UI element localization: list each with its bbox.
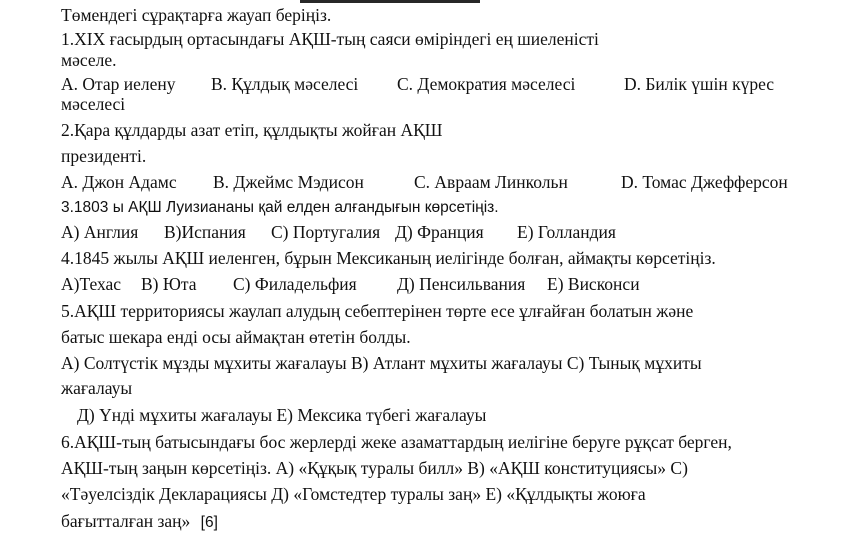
q4-option-a[interactable]: А)Техас	[61, 274, 122, 294]
cutoff-header-fragment	[300, 0, 480, 3]
instruction: Төмендегі сұрақтарға жауап беріңіз.	[61, 5, 332, 25]
question-5-text: 5.АҚШ территориясы жаулап алудың себептерінен төрте есе ұлғайған болатын және	[61, 301, 694, 321]
q4-option-c[interactable]: С) Филадельфия	[233, 274, 357, 294]
q3-option-b[interactable]: В)Испания	[164, 222, 246, 242]
question-4-text: 4.1845 жылы АҚШ иеленген, бұрын Мексиканың иелігінде болған, аймақты көрсетіңіз.	[61, 248, 716, 268]
q3-option-c[interactable]: С) Португалия	[271, 222, 381, 242]
question-6-text-options-1[interactable]: АҚШ-тың заңын көрсетіңіз. А) «Құқық туралы билл» В) «АҚШ конституциясы» С)	[61, 458, 688, 478]
q4-option-b[interactable]: В) Юта	[141, 274, 197, 294]
q1-option-d[interactable]: D. Билік үшін күрес	[624, 74, 775, 94]
q4-option-d[interactable]: Д) Пенсильвания	[397, 274, 526, 294]
question-6-options-3	[61, 511, 218, 533]
q1-option-a[interactable]: A. Отар иелену	[61, 74, 176, 94]
question-5-text-cont: батыс шекара енді осы аймақтан өтетін болды.	[61, 327, 411, 347]
question-1-text: 1.XIX ғасырдың ортасындағы АҚШ-тың саяси өміріндегі ең шиеленісті	[61, 29, 599, 49]
question-2-text-cont: президенті.	[61, 146, 147, 166]
question-5-options-line-3[interactable]: Д) Үнді мұхиты жағалауы Е) Мексика түбегі жағалауы	[77, 405, 487, 425]
q1-option-c[interactable]: C. Демократия мәселесі	[397, 74, 576, 94]
question-1-text-cont: мәселе.	[61, 50, 117, 70]
question-1-option-d-cont: мәселесі	[61, 94, 126, 114]
question-5-options-line-1[interactable]: А) Солтүстік мұзды мұхиты жағалауы В) Атлант мұхиты жағалауы С) Тынық мұхиты	[61, 353, 702, 373]
question-6-mark: [6]	[200, 514, 218, 531]
question-6-options-2[interactable]: «Тәуелсіздік Декларациясы Д) «Гомстедтер туралы заң» Е) «Құлдықты жоюға	[61, 484, 646, 504]
question-3-text: 3.1803 ы АҚШ Луизиананы қай елден алғандығын көрсетіңіз.	[61, 199, 499, 216]
q2-option-a[interactable]: A. Джон Адамс	[61, 172, 177, 192]
question-6-text: 6.АҚШ-тың батысындағы бос жерлерді жеке азаматтардың иелігіне беруге рұқсат берген,	[61, 432, 732, 452]
q6-option-e-cont[interactable]: бағытталған заң»	[61, 511, 191, 531]
q2-option-c[interactable]: C. Авраам Линкольн	[414, 172, 568, 192]
q1-option-b[interactable]: B. Құлдық мәселесі	[211, 74, 359, 94]
question-2-text: 2.Қара құлдарды азат етіп, құлдықты жойған АҚШ	[61, 120, 443, 140]
q3-option-d[interactable]: Д) Франция	[395, 222, 484, 242]
q3-option-a[interactable]: А) Англия	[61, 222, 139, 242]
q4-option-e[interactable]: Е) Висконси	[547, 274, 640, 294]
q2-option-d[interactable]: D. Томас Джефферсон	[621, 172, 788, 192]
q2-option-b[interactable]: B. Джеймс Мэдисон	[213, 172, 364, 192]
q3-option-e[interactable]: Е) Голландия	[517, 222, 616, 242]
question-5-options-line-2: жағалауы	[61, 378, 133, 398]
